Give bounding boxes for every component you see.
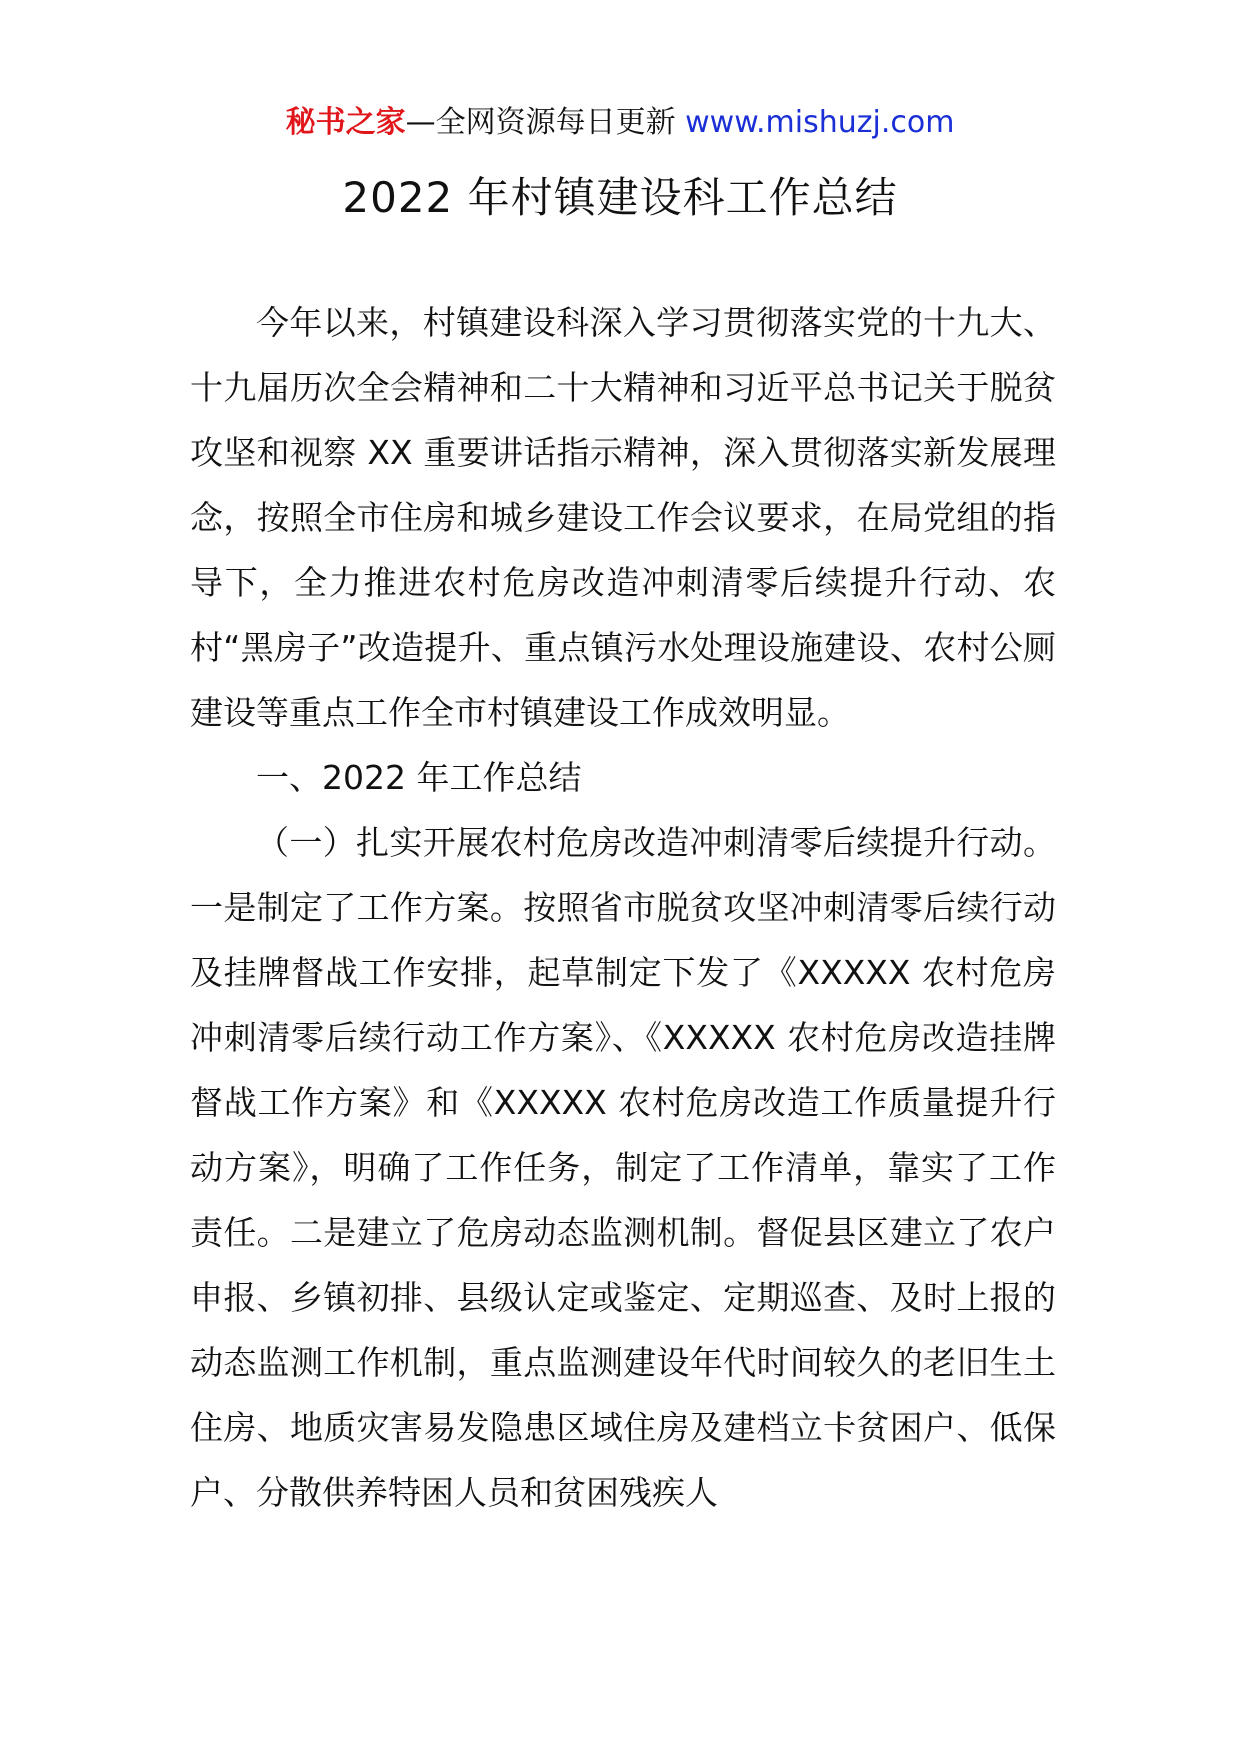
- brand-name: 秘书之家: [285, 105, 406, 140]
- brand-slogan: —全网资源每日更新: [405, 105, 686, 140]
- section-heading: 一、2022 年工作总结: [256, 758, 582, 797]
- intro-paragraph: 今年以来，村镇建设科深入学习贯彻落实党的十九大、十九届历次全会精神和二十大精神和习近平总书记关于脱贫攻坚和视察 XX 重要讲话指示精神，深入贯彻落实新发展理念，按照全市住房和城乡建设工作会议要求，在局党组的指导下，全力推进农村危房改造冲刺清零后续提升行动、农村“黑房子”改造提升、重点镇污水处理设施建设、农村公厕建设等重点工作全市村镇建设工作成效明显。: [190, 303, 1056, 732]
- document-body: [190, 290, 1056, 1525]
- site-banner: [0, 98, 1240, 148]
- site-url-link[interactable]: www.mishuzj.com: [685, 105, 955, 140]
- document-title: 2022 年村镇建设科工作总结: [342, 173, 898, 222]
- body-paragraph: （一）扎实开展农村危房改造冲刺清零后续提升行动。一是制定了工作方案。按照省市脱贫攻坚冲刺清零后续行动及挂牌督战工作安排，起草制定下发了《XXXXX 农村危房冲刺清零后续行动工作方案》、《XXXXX 农村危房改造挂牌督战工作方案》和《XXXXX 农村危房改造工作质量提升行动方案》，明确了工作任务，制定了工作清单，靠实了工作责任。二是建立了危房动态监测机制。督促县区建立了农户申报、乡镇初排、县级认定或鉴定、定期巡查、及时上报的动态监测工作机制，重点监测建设年代时间较久的老旧生土住房、地质灾害易发隐患区域住房及建档立卡贫困户、低保户、分散供养特困人员和贫困残疾人: [190, 823, 1056, 1512]
